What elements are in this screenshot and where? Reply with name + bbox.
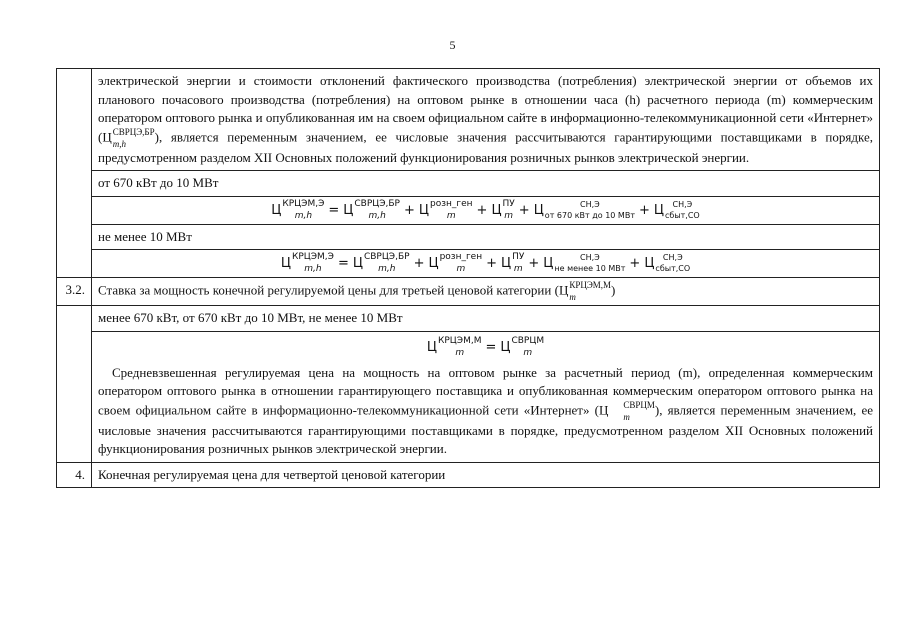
subscript: m,h bbox=[294, 210, 313, 221]
formula-scripts bbox=[430, 200, 473, 221]
subscript: m bbox=[513, 264, 523, 274]
formula-scripts bbox=[440, 253, 483, 274]
price-symbol-scripts bbox=[569, 281, 611, 302]
formula-2 bbox=[92, 250, 880, 278]
section-3-2-body bbox=[92, 331, 880, 462]
plus-sign: + bbox=[476, 202, 488, 218]
formula-3 bbox=[98, 335, 873, 364]
superscript: ПУ bbox=[502, 198, 515, 209]
formula-scripts bbox=[292, 253, 334, 274]
formula-scripts bbox=[282, 200, 324, 221]
formula-scripts bbox=[512, 253, 524, 274]
formula-scripts bbox=[364, 253, 410, 274]
plus-sign: + bbox=[528, 256, 540, 271]
plus-sign: + bbox=[486, 256, 498, 271]
row-number-cell bbox=[57, 306, 92, 463]
price-symbol-scripts bbox=[609, 401, 655, 422]
section-3-2-title bbox=[92, 278, 880, 306]
formula-symbol: Ц bbox=[418, 202, 429, 218]
formula-symbol: Ц bbox=[501, 256, 512, 271]
formula-symbol: Ц bbox=[543, 256, 554, 271]
subscript: m bbox=[623, 411, 630, 422]
superscript: СН,Э bbox=[662, 253, 683, 262]
section-number-4: 4. bbox=[57, 462, 92, 488]
subscript: m,h bbox=[378, 264, 396, 274]
superscript: ПУ bbox=[512, 252, 525, 262]
equals-sign: = bbox=[485, 339, 497, 355]
table-row bbox=[57, 250, 880, 278]
formula-symbol: Ц bbox=[428, 256, 439, 271]
section-title-text: Ставка за мощность конечной регулируемой цены для третьей ценовой категории ( bbox=[98, 282, 559, 298]
subscript: m bbox=[446, 210, 456, 221]
superscript: СВРЦЭ,БР bbox=[354, 198, 400, 209]
formula-symbol: Ц bbox=[271, 202, 282, 218]
subscript: не менее 10 МВт bbox=[554, 264, 626, 273]
equals-sign: = bbox=[337, 256, 349, 271]
continuation-text-before: электрической энергии и стоимости отклонений фактического производства (потребления) электрической энергии от объемов их планового почасового производства (потребления) на оптовом рынке в отношении часа (h) расчетного периода (m) коммерческим оператором оптового рынка и опубликованная им на своем официальном сайте в информационно-телекоммуникационной сети «Интернет» ( bbox=[98, 73, 873, 144]
superscript: СВРЦЭ,БР bbox=[112, 126, 155, 137]
table-row bbox=[57, 462, 880, 488]
section-3-2-description bbox=[98, 364, 873, 459]
price-symbol: Ц bbox=[598, 401, 609, 417]
table-row bbox=[57, 306, 880, 332]
subscript: от 670 кВт до 10 МВт bbox=[544, 210, 635, 220]
plus-sign: + bbox=[403, 202, 415, 218]
formula-scripts bbox=[545, 201, 635, 220]
description-text-before: Средневзвешенная регулируемая цена на мощность на оптовом рынке за расчетный период (m), определенная коммерческим оператором оптового рынка в отношении гарантирующего поставщика и опубликованная коммерческим оператором оптового рынка на своем официальном сайте в информационно-телекоммуникационной сети «Интернет» ( bbox=[98, 364, 873, 417]
superscript: СВРЦМ bbox=[511, 335, 545, 346]
description-text-after: ), является переменным значением, ее числовые значения рассчитываются гарантирующими поставщиками в порядке, предусмотренном разделом XII Основных положений функционирования розничных рынков электрической энергии. bbox=[98, 401, 873, 456]
formula-scripts bbox=[511, 337, 544, 358]
plus-sign: + bbox=[518, 202, 530, 218]
formula-scripts bbox=[438, 337, 481, 358]
formula-symbol: Ц bbox=[533, 202, 544, 218]
formula-symbol: Ц bbox=[426, 339, 437, 355]
range-label-2: не менее 10 МВт bbox=[92, 224, 880, 250]
formula-symbol: Ц bbox=[491, 202, 502, 218]
table-row bbox=[57, 171, 880, 197]
plus-sign: + bbox=[638, 202, 650, 218]
subscript: сбыт,СО bbox=[664, 210, 700, 220]
superscript: СН,Э bbox=[580, 199, 600, 209]
formula-scripts bbox=[354, 200, 400, 221]
subscript: m bbox=[569, 292, 576, 302]
price-symbol: Ц bbox=[102, 128, 112, 144]
subscript: m,h bbox=[304, 264, 322, 274]
superscript: КРЦЭМ,Э bbox=[282, 198, 325, 209]
formula-symbol: Ц bbox=[352, 256, 363, 271]
closing-paren: ) bbox=[611, 282, 616, 298]
table-row bbox=[57, 69, 880, 171]
section-number-3-2: 3.2. bbox=[57, 278, 92, 306]
table-row bbox=[57, 196, 880, 224]
table-row bbox=[57, 224, 880, 250]
formula-scripts bbox=[554, 254, 625, 273]
formula-symbol: Ц bbox=[653, 202, 664, 218]
subscript: m bbox=[456, 264, 466, 274]
section-4-title: Конечная регулируемая цена для четвертой ценовой категории bbox=[92, 462, 880, 488]
subscript: m,h bbox=[368, 210, 386, 221]
equals-sign: = bbox=[328, 202, 340, 218]
subscript: m bbox=[523, 347, 533, 358]
formula-scripts bbox=[665, 201, 700, 220]
formula-scripts bbox=[503, 200, 515, 221]
table-row bbox=[57, 278, 880, 306]
formula-symbol: Ц bbox=[343, 202, 354, 218]
price-symbol: Ц bbox=[558, 282, 569, 298]
superscript: КРЦЭМ,М bbox=[569, 280, 612, 290]
formula-symbol: Ц bbox=[500, 339, 511, 355]
formula-symbol: Ц bbox=[644, 256, 655, 271]
table-row bbox=[57, 331, 880, 462]
formula-scripts bbox=[655, 254, 690, 273]
subscript: m bbox=[504, 210, 514, 221]
continuation-text-after: ), является переменным значением, ее числовые значения рассчитываются гарантирующими поставщиками в порядке, предусмотренном разделом XII Основных положений функционирования розничных рынков электрической энергии. bbox=[98, 128, 873, 165]
subscript: m,h bbox=[112, 138, 126, 149]
plus-sign: + bbox=[629, 256, 641, 271]
formula-symbol: Ц bbox=[280, 256, 291, 271]
superscript: розн_ген bbox=[439, 252, 483, 262]
continuation-text bbox=[92, 69, 880, 171]
page-number: 5 bbox=[449, 38, 456, 52]
superscript: розн_ген bbox=[429, 198, 473, 209]
formula-1 bbox=[92, 196, 880, 224]
superscript: СН,Э bbox=[580, 253, 600, 262]
superscript: КРЦЭМ,М bbox=[437, 335, 482, 346]
superscript: СВРЦМ bbox=[623, 399, 655, 410]
price-symbol-scripts bbox=[113, 128, 155, 149]
section-3-2-range: менее 670 кВт, от 670 кВт до 10 МВт, не менее 10 МВт bbox=[92, 306, 880, 332]
plus-sign: + bbox=[413, 256, 425, 271]
range-label-1: от 670 кВт до 10 МВт bbox=[92, 171, 880, 197]
row-number-cell bbox=[57, 69, 92, 278]
superscript: СН,Э bbox=[672, 199, 693, 209]
subscript: сбыт,СО bbox=[655, 264, 691, 273]
superscript: СВРЦЭ,БР bbox=[363, 252, 410, 262]
price-table bbox=[56, 68, 880, 488]
subscript: m bbox=[455, 347, 465, 358]
superscript: КРЦЭМ,Э bbox=[291, 252, 334, 262]
